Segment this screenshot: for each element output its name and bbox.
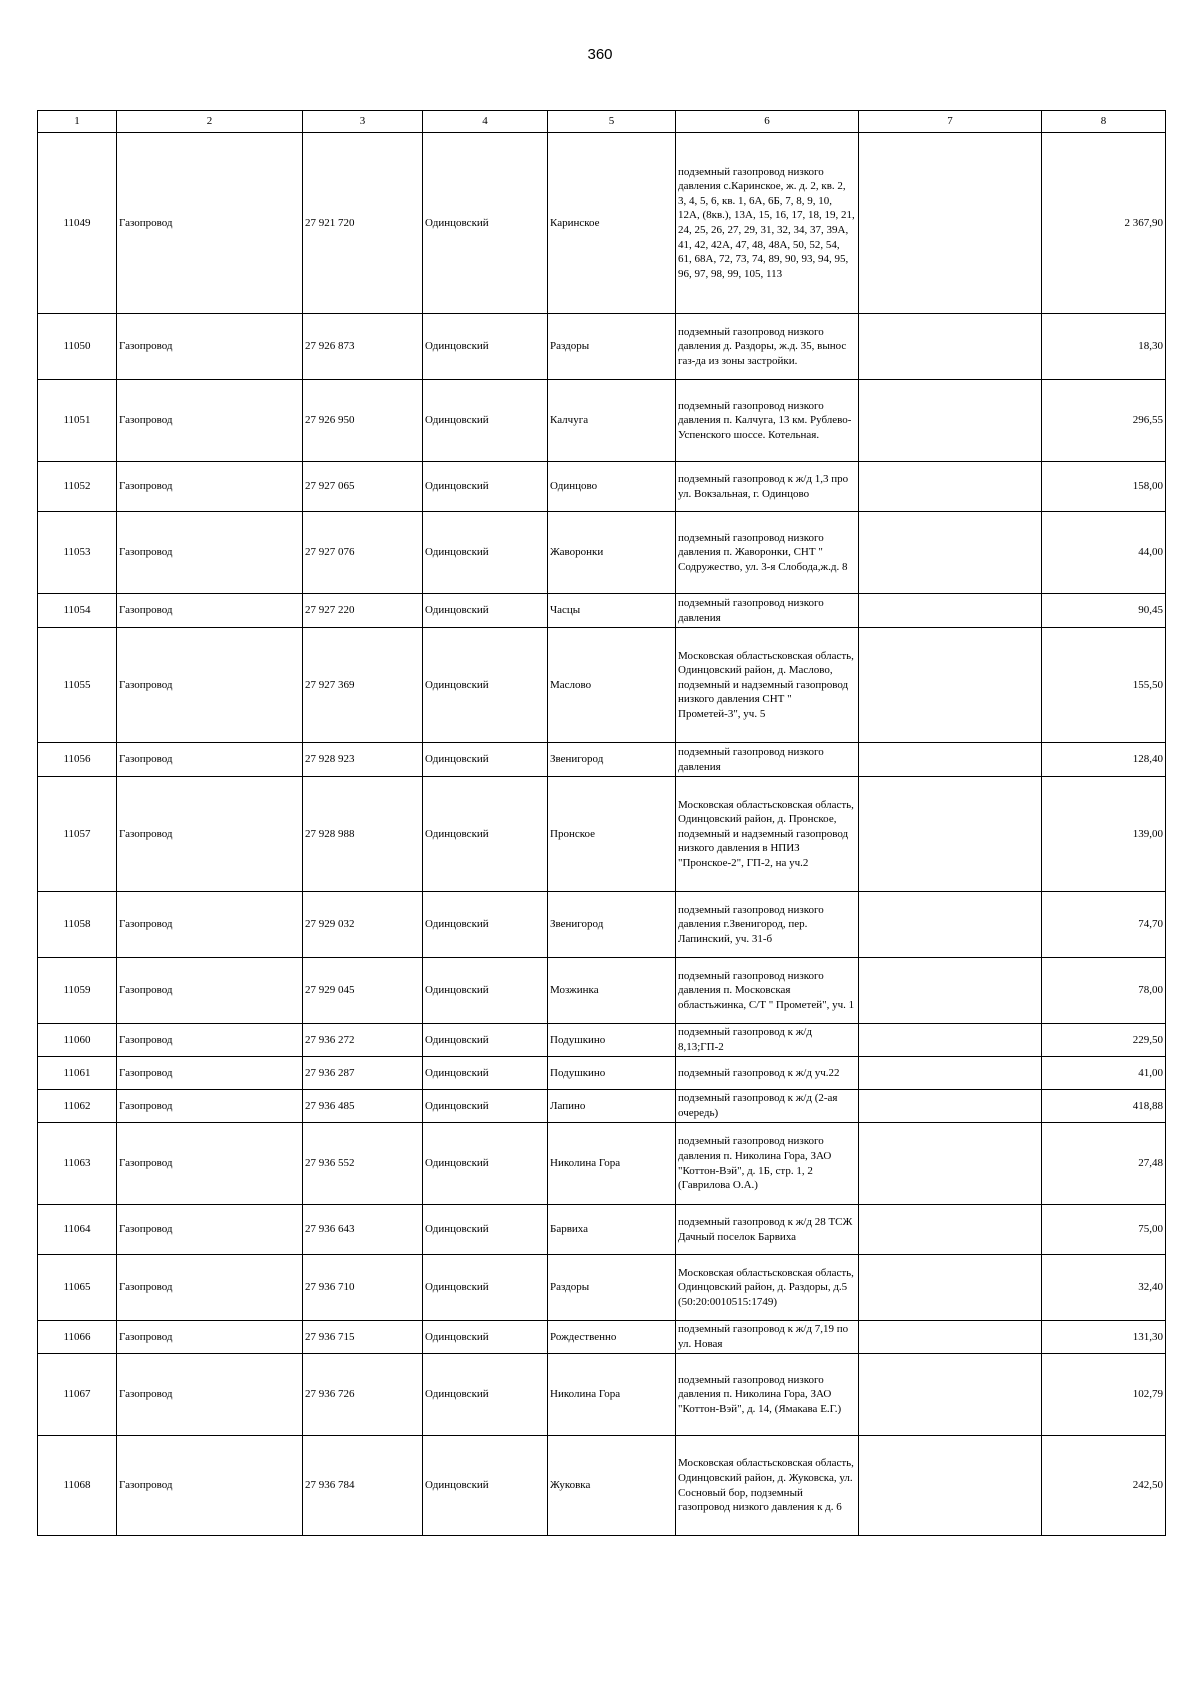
object-code: 27 936 643	[303, 1205, 423, 1255]
object-type: Газопровод	[117, 1436, 303, 1536]
length-value: 78,00	[1042, 958, 1166, 1024]
district-name: Одинцовский	[423, 462, 548, 512]
length-value: 242,50	[1042, 1436, 1166, 1536]
object-description: Московская областьсковская область, Одинцовский район, д. Жуковска, ул. Сосновый бор, подземный газопровод низкого давления к д. 6	[676, 1436, 859, 1536]
object-code: 27 927 369	[303, 628, 423, 743]
row-number: 11068	[38, 1436, 117, 1536]
table-row	[38, 380, 1166, 462]
table-row	[38, 743, 1166, 777]
empty-cell	[859, 1255, 1042, 1321]
object-type: Газопровод	[117, 133, 303, 314]
district-name: Одинцовский	[423, 1436, 548, 1536]
locality-name: Подушкино	[548, 1024, 676, 1057]
row-number: 11063	[38, 1123, 117, 1205]
row-number: 11058	[38, 892, 117, 958]
district-name: Одинцовский	[423, 1255, 548, 1321]
object-description: подземный газопровод низкого давления п. Московская областьжинка, С/Т " Прометей", уч. 1	[676, 958, 859, 1024]
object-type: Газопровод	[117, 743, 303, 777]
length-value: 90,45	[1042, 594, 1166, 628]
empty-cell	[859, 462, 1042, 512]
object-code: 27 936 715	[303, 1321, 423, 1354]
column-header: 7	[859, 111, 1042, 133]
length-value: 102,79	[1042, 1354, 1166, 1436]
object-description: подземный газопровод к ж/д 28 ТСЖ Дачный поселок Барвиха	[676, 1205, 859, 1255]
table-row	[38, 1057, 1166, 1090]
district-name: Одинцовский	[423, 958, 548, 1024]
row-number: 11061	[38, 1057, 117, 1090]
locality-name: Жаворонки	[548, 512, 676, 594]
object-type: Газопровод	[117, 314, 303, 380]
object-type: Газопровод	[117, 1090, 303, 1123]
locality-name: Николина Гора	[548, 1123, 676, 1205]
object-code: 27 927 076	[303, 512, 423, 594]
empty-cell	[859, 133, 1042, 314]
column-header: 5	[548, 111, 676, 133]
locality-name: Звенигород	[548, 892, 676, 958]
empty-cell	[859, 777, 1042, 892]
object-type: Газопровод	[117, 1321, 303, 1354]
empty-cell	[859, 1436, 1042, 1536]
object-code: 27 936 287	[303, 1057, 423, 1090]
table-row	[38, 1436, 1166, 1536]
object-code: 27 929 032	[303, 892, 423, 958]
empty-cell	[859, 958, 1042, 1024]
row-number: 11067	[38, 1354, 117, 1436]
row-number: 11050	[38, 314, 117, 380]
object-code: 27 936 272	[303, 1024, 423, 1057]
district-name: Одинцовский	[423, 1354, 548, 1436]
district-name: Одинцовский	[423, 1057, 548, 1090]
row-number: 11059	[38, 958, 117, 1024]
object-code: 27 926 873	[303, 314, 423, 380]
object-type: Газопровод	[117, 1255, 303, 1321]
object-type: Газопровод	[117, 1057, 303, 1090]
length-value: 139,00	[1042, 777, 1166, 892]
object-description: подземный газопровод низкого давления п. Николина Гора, ЗАО "Коттон-Вэй", д. 1Б, стр. 1, 2 (Гаврилова О.А.)	[676, 1123, 859, 1205]
district-name: Одинцовский	[423, 512, 548, 594]
empty-cell	[859, 380, 1042, 462]
object-code: 27 936 552	[303, 1123, 423, 1205]
table-row	[38, 1123, 1166, 1205]
district-name: Одинцовский	[423, 777, 548, 892]
locality-name: Калчуга	[548, 380, 676, 462]
object-type: Газопровод	[117, 462, 303, 512]
object-description: Московская областьсковская область, Одинцовский район, д. Маслово, подземный и надземный газопровод низкого давления СНТ " Прометей-3", уч. 5	[676, 628, 859, 743]
locality-name: Звенигород	[548, 743, 676, 777]
locality-name: Раздоры	[548, 1255, 676, 1321]
object-description: подземный газопровод низкого давления	[676, 594, 859, 628]
locality-name: Маслово	[548, 628, 676, 743]
object-type: Газопровод	[117, 512, 303, 594]
length-value: 296,55	[1042, 380, 1166, 462]
object-description: подземный газопровод к ж/д (2-ая очередь)	[676, 1090, 859, 1123]
empty-cell	[859, 594, 1042, 628]
table-row	[38, 628, 1166, 743]
header-row	[38, 111, 1166, 133]
row-number: 11052	[38, 462, 117, 512]
length-value: 155,50	[1042, 628, 1166, 743]
district-name: Одинцовский	[423, 743, 548, 777]
locality-name: Жуковка	[548, 1436, 676, 1536]
district-name: Одинцовский	[423, 380, 548, 462]
district-name: Одинцовский	[423, 594, 548, 628]
object-description: подземный газопровод низкого давления с.Каринское, ж. д. 2, кв. 2, 3, 4, 5, 6, кв. 1, 6А, 6Б, 7, 8, 9, 10, 12А, (8кв.), 13А, 15, 16, 17, 18, 19, 21, 24, 25, 26, 27, 29, 31, 32, 34, 37, 39А, 41, 42, 42А, 47, 48, 48А, 50, 52, 54, 61, 68А, 72, 73, 74, 89, 90, 93, 94, 95, 96, 97, 98, 99, 105, 113	[676, 133, 859, 314]
object-code: 27 929 045	[303, 958, 423, 1024]
object-type: Газопровод	[117, 777, 303, 892]
empty-cell	[859, 892, 1042, 958]
empty-cell	[859, 1057, 1042, 1090]
table-row	[38, 1354, 1166, 1436]
table-header	[38, 111, 1166, 133]
row-number: 11053	[38, 512, 117, 594]
table-row	[38, 512, 1166, 594]
registry-table	[37, 110, 1166, 1536]
object-code: 27 921 720	[303, 133, 423, 314]
district-name: Одинцовский	[423, 1205, 548, 1255]
object-code: 27 936 784	[303, 1436, 423, 1536]
object-code: 27 928 923	[303, 743, 423, 777]
object-code: 27 926 950	[303, 380, 423, 462]
locality-name: Часцы	[548, 594, 676, 628]
column-header: 6	[676, 111, 859, 133]
table-row	[38, 958, 1166, 1024]
table-row	[38, 1024, 1166, 1057]
column-header: 4	[423, 111, 548, 133]
object-description: Московская областьсковская область, Одинцовский район, д. Раздоры, д.5 (50:20:0010515:1749)	[676, 1255, 859, 1321]
row-number: 11054	[38, 594, 117, 628]
length-value: 32,40	[1042, 1255, 1166, 1321]
district-name: Одинцовский	[423, 892, 548, 958]
row-number: 11056	[38, 743, 117, 777]
table-row	[38, 133, 1166, 314]
row-number: 11051	[38, 380, 117, 462]
empty-cell	[859, 1321, 1042, 1354]
length-value: 44,00	[1042, 512, 1166, 594]
empty-cell	[859, 314, 1042, 380]
table-row	[38, 314, 1166, 380]
locality-name: Николина Гора	[548, 1354, 676, 1436]
district-name: Одинцовский	[423, 133, 548, 314]
locality-name: Одинцово	[548, 462, 676, 512]
length-value: 128,40	[1042, 743, 1166, 777]
empty-cell	[859, 1123, 1042, 1205]
row-number: 11055	[38, 628, 117, 743]
row-number: 11065	[38, 1255, 117, 1321]
object-type: Газопровод	[117, 892, 303, 958]
length-value: 18,30	[1042, 314, 1166, 380]
object-description: подземный газопровод к ж/д 1,3 про ул. Вокзальная, г. Одинцово	[676, 462, 859, 512]
column-header: 3	[303, 111, 423, 133]
length-value: 131,30	[1042, 1321, 1166, 1354]
object-description: подземный газопровод к ж/д 8,13;ГП-2	[676, 1024, 859, 1057]
table-row	[38, 1255, 1166, 1321]
object-type: Газопровод	[117, 1024, 303, 1057]
locality-name: Лапино	[548, 1090, 676, 1123]
length-value: 75,00	[1042, 1205, 1166, 1255]
table-row	[38, 777, 1166, 892]
object-type: Газопровод	[117, 1354, 303, 1436]
table-row	[38, 594, 1166, 628]
object-code: 27 928 988	[303, 777, 423, 892]
object-code: 27 927 065	[303, 462, 423, 512]
object-type: Газопровод	[117, 1205, 303, 1255]
object-description: подземный газопровод низкого давления п. Николина Гора, ЗАО "Коттон-Вэй", д. 14, (Ямакава Е.Г.)	[676, 1354, 859, 1436]
table-row	[38, 1090, 1166, 1123]
object-description: подземный газопровод низкого давления п. Жаворонки, СНТ " Содружество, ул. 3-я Слобода,ж.д. 8	[676, 512, 859, 594]
object-code: 27 936 485	[303, 1090, 423, 1123]
empty-cell	[859, 743, 1042, 777]
locality-name: Каринское	[548, 133, 676, 314]
locality-name: Барвиха	[548, 1205, 676, 1255]
object-description: подземный газопровод низкого давления г.Звенигород, пер. Лапинский, уч. 31-б	[676, 892, 859, 958]
length-value: 229,50	[1042, 1024, 1166, 1057]
object-code: 27 927 220	[303, 594, 423, 628]
object-description: подземный газопровод к ж/д уч.22	[676, 1057, 859, 1090]
row-number: 11060	[38, 1024, 117, 1057]
row-number: 11049	[38, 133, 117, 314]
table-row	[38, 1321, 1166, 1354]
length-value: 41,00	[1042, 1057, 1166, 1090]
empty-cell	[859, 512, 1042, 594]
object-type: Газопровод	[117, 628, 303, 743]
object-description: подземный газопровод низкого давления п. Калчуга, 13 км. Рублево-Успенского шоссе. Котельная.	[676, 380, 859, 462]
row-number: 11064	[38, 1205, 117, 1255]
object-type: Газопровод	[117, 958, 303, 1024]
page-number: 360	[587, 46, 613, 63]
table-row	[38, 892, 1166, 958]
column-header: 8	[1042, 111, 1166, 133]
locality-name: Подушкино	[548, 1057, 676, 1090]
table-row	[38, 462, 1166, 512]
length-value: 158,00	[1042, 462, 1166, 512]
object-description: подземный газопровод низкого давления д. Раздоры, ж.д. 35, вынос газ-да из зоны застройки.	[676, 314, 859, 380]
locality-name: Раздоры	[548, 314, 676, 380]
district-name: Одинцовский	[423, 1123, 548, 1205]
row-number: 11057	[38, 777, 117, 892]
object-description: подземный газопровод низкого давления	[676, 743, 859, 777]
empty-cell	[859, 628, 1042, 743]
row-number: 11062	[38, 1090, 117, 1123]
empty-cell	[859, 1090, 1042, 1123]
object-type: Газопровод	[117, 594, 303, 628]
row-number: 11066	[38, 1321, 117, 1354]
length-value: 2 367,90	[1042, 133, 1166, 314]
locality-name: Рождественно	[548, 1321, 676, 1354]
object-type: Газопровод	[117, 380, 303, 462]
district-name: Одинцовский	[423, 1090, 548, 1123]
length-value: 418,88	[1042, 1090, 1166, 1123]
object-description: Московская областьсковская область, Одинцовский район, д. Пронское, подземный и надземный газопровод низкого давления в НПИЗ "Пронское-2", ГП-2, на уч.2	[676, 777, 859, 892]
object-description: подземный газопровод к ж/д 7,19 по ул. Новая	[676, 1321, 859, 1354]
empty-cell	[859, 1024, 1042, 1057]
table-body	[38, 133, 1166, 1536]
locality-name: Пронское	[548, 777, 676, 892]
district-name: Одинцовский	[423, 1024, 548, 1057]
object-code: 27 936 726	[303, 1354, 423, 1436]
district-name: Одинцовский	[423, 314, 548, 380]
length-value: 74,70	[1042, 892, 1166, 958]
empty-cell	[859, 1354, 1042, 1436]
district-name: Одинцовский	[423, 1321, 548, 1354]
object-code: 27 936 710	[303, 1255, 423, 1321]
locality-name: Мозжинка	[548, 958, 676, 1024]
table-row	[38, 1205, 1166, 1255]
object-type: Газопровод	[117, 1123, 303, 1205]
length-value: 27,48	[1042, 1123, 1166, 1205]
column-header: 1	[38, 111, 117, 133]
district-name: Одинцовский	[423, 628, 548, 743]
empty-cell	[859, 1205, 1042, 1255]
column-header: 2	[117, 111, 303, 133]
